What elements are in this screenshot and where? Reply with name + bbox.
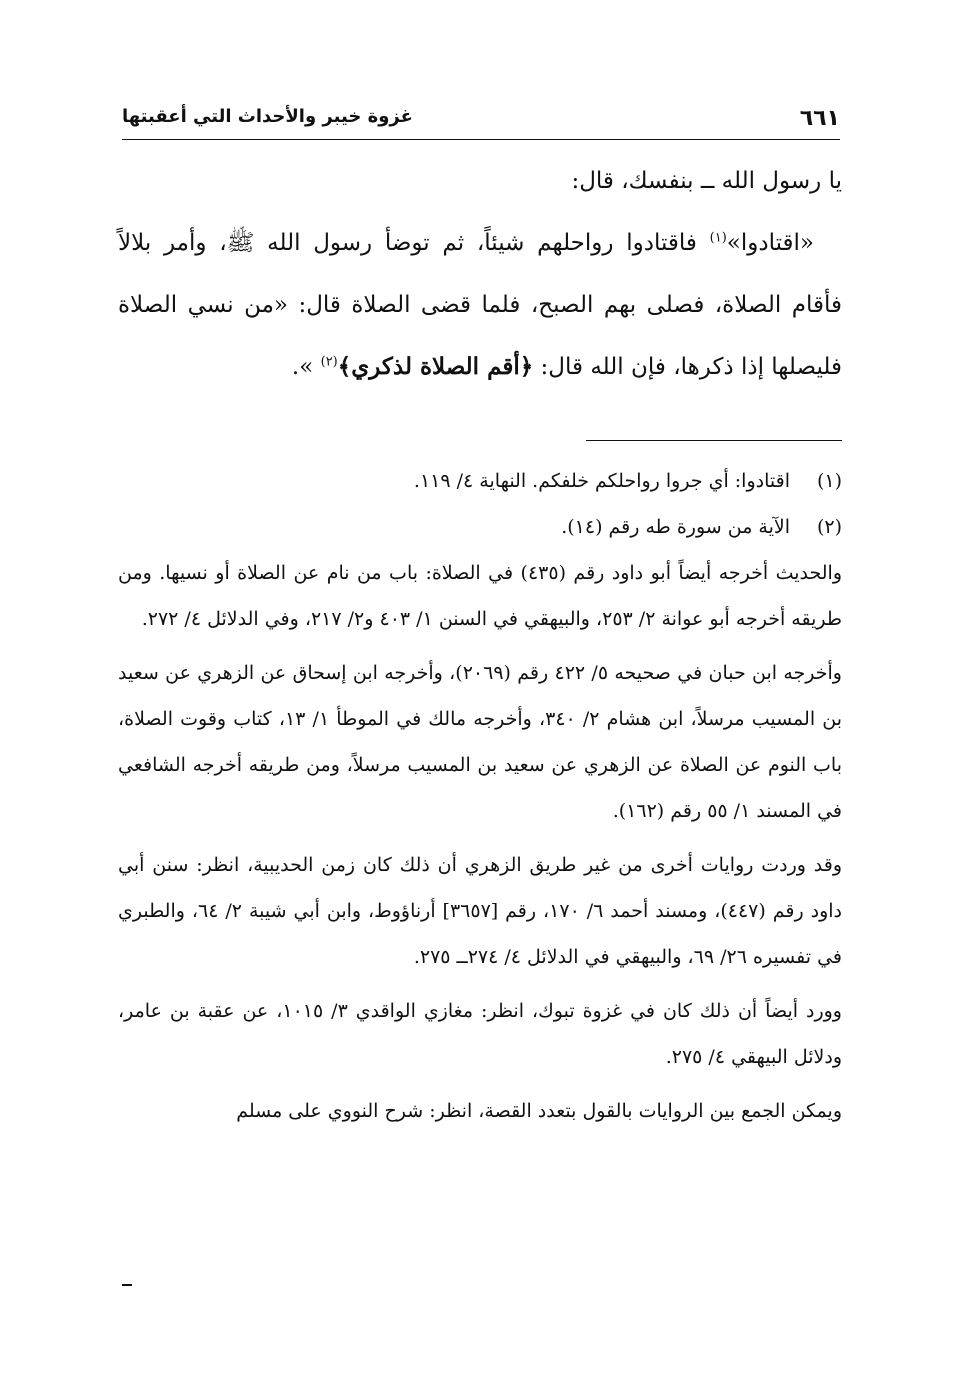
body-line-1: يا رسول الله ــ بنفسك، قال: <box>571 168 842 194</box>
page-number: ٦٦١ <box>799 106 840 131</box>
footnote-separator <box>586 440 842 441</box>
footnote-paragraph-5: ويمكن الجمع بين الروايات بالقول بتعدد القصة، انظر: شرح النووي على مسلم <box>236 1100 842 1122</box>
footnote-ref-2: (٢) <box>320 354 338 370</box>
footnote-number: (١) <box>816 470 842 492</box>
footnote-paragraph-4: وورد أيضاً أن ذلك كان في غزوة تبوك، انظر: مغازي الواقدي ٣/ ١٠١٥، عن عقبة بن عامر، ودلائل البيهقي ٤/ ٢٧٥. <box>118 1000 842 1068</box>
footnote-2 <box>118 504 842 550</box>
main-text <box>118 150 842 398</box>
body-paragraph-text: فاقتادوا رواحلهم شيئاً، ثم توضأ رسول الله ﷺ، وأمر بلالاً فأقام الصلاة، فصلى بهم الصبح، فلما قضى الصلاة قال: «من نسي الصلاة فليصلها إذا ذكرها، فإن الله قال: <box>118 230 842 380</box>
footnote-1 <box>118 458 842 504</box>
running-title: غزوة خيبر والأحداث التي أعقبتها <box>122 106 413 127</box>
page-header <box>122 104 840 140</box>
footnote-ref-1: (١) <box>709 230 727 246</box>
quote-end: ». <box>291 354 321 380</box>
quran-verse: ﴿أقم الصلاة لذكري﴾ <box>337 353 534 380</box>
quote-start: «اقتادوا» <box>726 230 814 256</box>
footnote-paragraph-2: وأخرجه ابن حبان في صحيحه ٥/ ٤٢٢ رقم (٢٠٦٩)، وأخرجه ابن إسحاق عن الزهري عن سعيد بن المسيب مرسلاً، ابن هشام ٢/ ٣٤٠، وأخرجه مالك في الموطأ ١/ ١٣، كتاب وقوت الصلاة، باب النوم عن الصلاة عن الزهري عن سعيد بن المسيب مرسلاً، ومن طريقه أخرجه الشافعي في المسند ١/ ٥٥ رقم (١٦٢). <box>118 662 842 822</box>
header-rule <box>122 139 840 140</box>
continuation-mark <box>122 1284 132 1286</box>
footnote-paragraph-1: والحديث أخرجه أيضاً أبو داود رقم (٤٣٥) في الصلاة: باب من نام عن الصلاة أو نسيها. ومن طريقه أخرجه أبو عوانة ٢/ ٢٥٣، والبيهقي في السنن ١/ ٤٠٣ و٢/ ٢١٧، وفي الدلائل ٤/ ٢٧٢. <box>118 562 843 630</box>
footnote-number: (٢) <box>816 516 842 538</box>
footnote-text: اقتادوا: أي جروا رواحلكم خلفكم. النهاية ٤/ ١١٩. <box>413 470 790 492</box>
footnote-paragraph-3: وقد وردت روايات أخرى من غير طريق الزهري أن ذلك كان زمن الحديبية، انظر: سنن أبي داود رقم (٤٤٧)، ومسند أحمد ٦/ ١٧٠، رقم [٣٦٥٧] أرناؤوط، وابن أبي شيبة ٢/ ٦٤، والطبري في تفسيره ٢٦/ ٦٩، والبيهقي في الدلائل ٤/ ٢٧٤ــ ٢٧٥. <box>118 854 842 968</box>
footnote-text: الآية من سورة طه رقم (١٤). <box>561 516 790 538</box>
footnotes <box>118 458 842 1134</box>
body-paragraph-2 <box>118 212 842 398</box>
